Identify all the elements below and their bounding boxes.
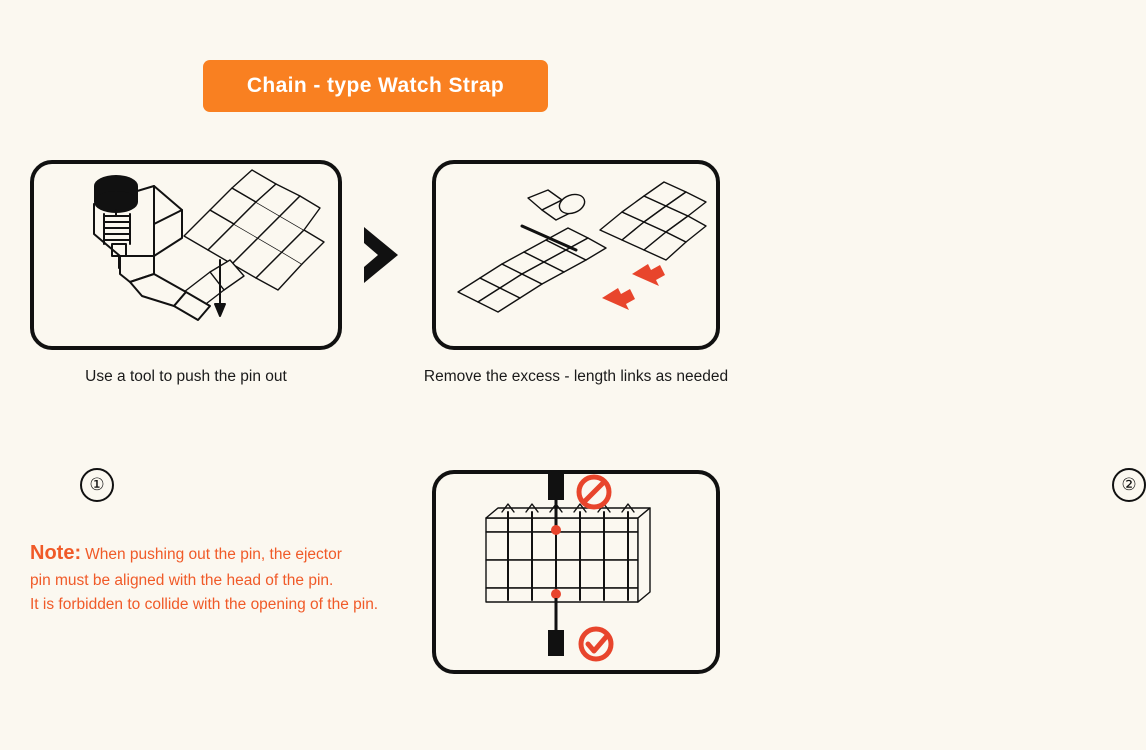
step-2-illustration [436,164,716,346]
flow-arrow [358,225,414,285]
check-circle-icon [581,629,611,659]
pin-alignment-illustration [436,474,716,670]
step-2-caption: Remove the excess - length links as needed [423,368,729,385]
step-1-illustration [34,164,338,346]
note-block [30,538,420,617]
page-title: Chain - type Watch Strap [246,74,505,97]
pin-alignment-detail-panel [432,470,720,674]
step-1-badge: ① [80,468,114,502]
note-text-2: pin must be aligned with the head of the pin. [30,572,334,589]
direction-arrows [602,264,665,310]
page-title-banner [203,60,548,112]
note-label: Note: [30,542,82,564]
step-1-caption: Use a tool to push the pin out [85,368,287,385]
prohibited-icon [579,477,609,507]
note-text-1: When pushing out the pin, the ejector [85,546,342,563]
note-text-3: It is forbidden to collide with the opening of the pin. [30,596,379,614]
note-line-1 [30,538,420,569]
step-2-badge: ② [1112,468,1146,502]
